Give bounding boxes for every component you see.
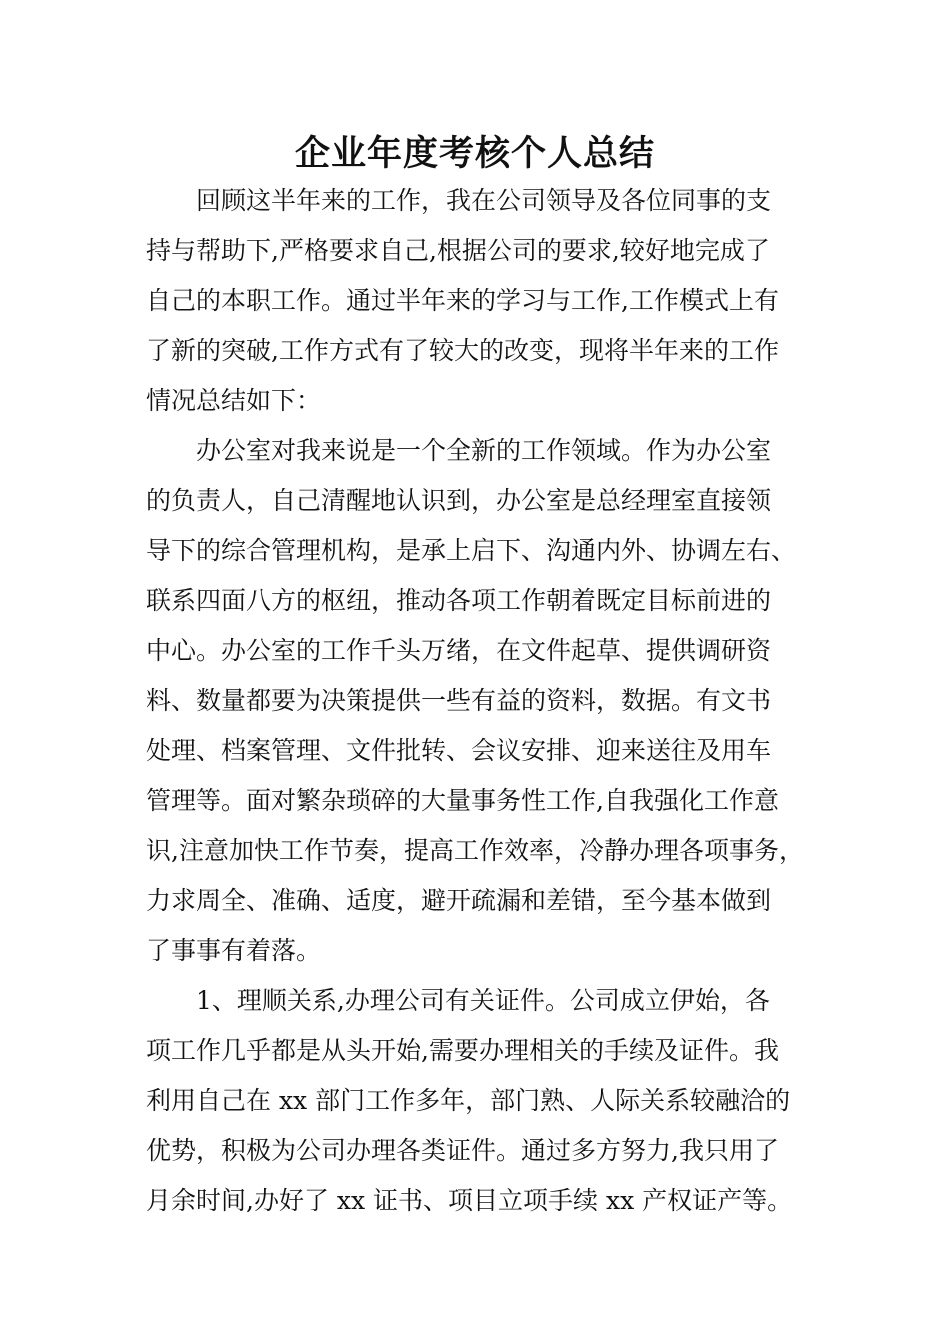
paragraph-1-line-4: 了新的突破,工作方式有了较大的改变，现将半年来的工作: [146, 336, 779, 365]
paragraph-2-line-2: 的负责人，自己清醒地认识到，办公室是总经理室直接领: [146, 486, 772, 515]
paragraph-1-line-5: 情况总结如下：: [146, 386, 322, 415]
paragraph-1-line-1: 回顾这半年来的工作，我在公司领导及各位同事的支: [196, 186, 772, 215]
paragraph-2-line-1: 办公室对我来说是一个全新的工作领域。作为办公室: [196, 436, 772, 465]
document-title: 企业年度考核个人总结: [294, 133, 655, 174]
paragraph-1-line-2: 持与帮助下,严格要求自己,根据公司的要求,较好地完成了: [146, 236, 770, 265]
paragraph-3-line-5: 月余时间,办好了 xx 证书、项目立项手续 xx 产权证产等。: [146, 1186, 793, 1215]
paragraph-3-line-1: 1、理顺关系,办理公司有关证件。公司成立伊始，各: [196, 986, 770, 1015]
paragraph-1-line-3: 自己的本职工作。通过半年来的学习与工作,工作模式上有: [146, 286, 779, 315]
paragraph-2-line-10: 力求周全、准确、适度，避开疏漏和差错，至今基本做到: [146, 886, 772, 915]
paragraph-2-line-5: 中心。办公室的工作千头万绪，在文件起草、提供调研资: [146, 636, 772, 665]
paragraph-2-line-7: 处理、档案管理、文件批转、会议安排、迎来送往及用车: [146, 736, 772, 765]
paragraph-2-line-11: 了事事有着落。: [146, 936, 322, 965]
paragraph-3-line-4: 优势，积极为公司办理各类证件。通过多方努力,我只用了: [146, 1136, 779, 1165]
paragraph-2-line-4: 联系四面八方的枢纽，推动各项工作朝着既定目标前进的: [146, 586, 772, 615]
paragraph-2-line-9: 识,注意加快工作节奏，提高工作效率，冷静办理各项事务，: [146, 836, 804, 865]
paragraph-2-line-6: 料、数量都要为决策提供一些有益的资料，数据。有文书: [146, 686, 772, 715]
paragraph-2-line-3: 导下的综合管理机构，是承上启下、沟通内外、协调左右、: [146, 536, 797, 565]
paragraph-2-line-8: 管理等。面对繁杂琐碎的大量事务性工作,自我强化工作意: [146, 786, 779, 815]
paragraph-3-line-2: 项工作几乎都是从头开始,需要办理相关的手续及证件。我: [146, 1036, 779, 1065]
paragraph-3-line-3: 利用自己在 xx 部门工作多年，部门熟、人际关系较融洽的: [146, 1086, 791, 1115]
